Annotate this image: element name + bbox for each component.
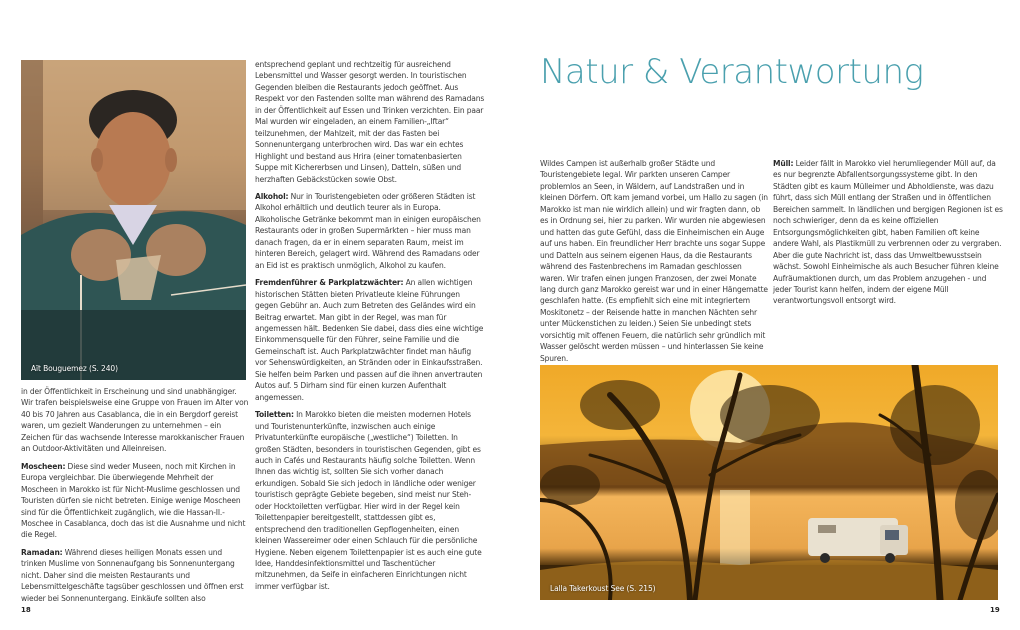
column-intro: entsprechend geplant und rechtzeitig für ausreichend Lebensmittel und Wasser gesorgt werden. In touristischen Gegenden bleiben die Restaurants jedoch geöffnet. Aus Respekt vor den Fastenden sollte man während des Ramadans in der Öffentlichkeit auf Essen und Trinken verzichten. Ein paar Mal wurden wir eingeladen, an einem Familien-„Iftar“ teilzunehmen, der Mahlzeit, mit der das Fasten bei Sonnenuntergang unterbrochen wird. Das war ein echtes Highlight und bestand aus Hrira (einer tomatenbasierten Suppe mit Kichererbsen und Linsen), Datteln, süßen und herzhaften Gebäckstücken sowie Obst. bbox=[255, 60, 485, 184]
right-column-2 bbox=[773, 158, 1005, 313]
section-heading: Moscheen: bbox=[21, 461, 66, 471]
portrait-illustration bbox=[21, 60, 246, 380]
column-intro: in der Öffentlichkeit in Erscheinung und sind unabhängiger. Wir trafen beispielsweise eine Gruppe von Frauen im Alter von 40 bis 70 Jahren aus Casablanca, die in ein Bergdorf gereist waren, um gezielt Wanderungen zu unternehmen – ein Zeichen für das wachsende Interesse marokkanischer Frauen an Outdoor-Aktivitäten und Alleinreisen. bbox=[21, 387, 249, 454]
landscape-photo bbox=[540, 365, 998, 600]
portrait-photo bbox=[21, 60, 246, 380]
camper-van bbox=[808, 518, 908, 563]
section-text: Leider fällt in Marokko viel herumliegender Müll auf, da es nur begrenzte Abfallentsorgungssysteme gibt. In den Städten gibt es kaum Mülleimer und Abholdienste, was dazu führt, dass sich Müll entlang der Straßen und in öffentlichen Bereichen sammelt. In ländlichen und bergigen Regionen ist es noch schwieriger, denn da es keine offiziellen Entsorgungsmöglichkeiten gibt, haben Familien oft keine andere Wahl, als Plastikmüll zu verbrennen oder zu vergraben. Aber die gute Nachricht ist, dass das Umweltbewusstsein wächst. Sowohl Einheimische als auch Besucher führen kleine Aufräumaktionen durch, um das Problem anzugehen - und jeder Tourist kann helfen, indem der eigene Müll verantwortungsvoll entsorgt wird. bbox=[773, 159, 1003, 306]
camping-text: Wildes Campen ist außerhalb großer Städte und Touristengebiete legal. Wir parkten unseren Camper problemlos an Seen, in Wäldern, auf Landstraßen und in kleinen Dörfern. Oft kam jemand vorbei, um Hallo zu sagen (in Marokko ist man nie wirklich allein) und wir fragten dann, ob es in Ordnung sei, hier zu parken. Wir wurden nie abgewiesen und hatten das gute Gefühl, dass die Einheimischen ein Auge auf uns haben. Ein freundlicher Herr brachte uns sogar Suppe und Datteln aus seinem eigenen Haus, da die Restaurants während des Fastenbrechens im Ramadan geschlossen waren. Wir trafen einen jungen Franzosen, der zwei Monate lang durch ganz Marokko gereist war und in einer Hängematte geschlafen hatte. (Es empfiehlt sich eine mit integriertem Moskitonetz – der Reisende hatte in manchen Nächten sehr unter Mückenstichen zu leiden.) Seien Sie unbedingt stets vorsichtig mit offenen Feuern, die natürlich sehr gründlich mit Wasser gelöscht werden müssen – und hinterlassen Sie keine Spuren. bbox=[540, 159, 768, 363]
page-number-right: 19 bbox=[990, 606, 1000, 614]
section-text: Während dieses heiligen Monats essen und trinken Muslime von Sonnenaufgang bis Sonnenuntergang nicht. Daher sind die meisten Restaurants und Lebensmittelgeschäfte tagsüber geschlossen und öffnen erst wieder bei Sonnenuntergang. Einkäufe sollten also bbox=[21, 547, 244, 603]
landscape-illustration bbox=[540, 365, 998, 600]
section-heading: Fremdenführer & Parkplatzwächter: bbox=[255, 278, 404, 288]
page-title: Natur & Verantwortung bbox=[540, 52, 924, 92]
section-heading: Toiletten: bbox=[255, 410, 294, 420]
section-toiletten bbox=[255, 409, 485, 592]
landscape-caption: Lalla Takerkoust See (S. 215) bbox=[550, 584, 656, 593]
section-heading: Müll: bbox=[773, 159, 794, 168]
section-heading: Alkohol: bbox=[255, 191, 289, 201]
left-column-1 bbox=[21, 386, 249, 610]
section-text: In Marokko bieten die meisten modernen Hotels und Touristenunterkünfte, inzwischen auch einige Privatunterkünfte europäische („westliche“) Toiletten. In großen Städten, besonders in touristischen Gegenden, gibt es auch in Cafés und Restaurants häufig solche Toiletten. Wenn Ihnen das wichtig ist, sollten Sie sich vorher danach erkundigen. Sobald Sie sich jedoch in ländliche oder weniger touristisch geprägte Gebiete begeben, sind meist nur Steh- oder Hocktoiletten verfügbar. Hier wird in der Regel kein Toilettenpapier bereitgestellt, stattdessen gibt es, entsprechend den traditionellen Gepflogenheiten, einen kleinen Wassereimer oder einen Schlauch für die persönliche Hygiene. Neben eigenem Toilettenpapier ist es auch eine gute Idee, Handdesinfektionsmittel und Taschentücher mitzunehmen, da Seife in einfacheren Einrichtungen nicht immer verfügbar ist. bbox=[255, 410, 482, 591]
left-column-2 bbox=[255, 59, 485, 598]
section-heading: Ramadan: bbox=[21, 547, 63, 557]
section-text: Diese sind weder Museen, noch mit Kirchen in Europa vergleichbar. Die überwiegende Mehrheit der Moscheen in Marokko ist für Nicht-Muslime geschlossen und Touristen dürfen sie nicht betreten. Einige wenige Moscheen sind für die Öffentlichkeit zugänglich, wie die Hassan-II.-Moschee in Casablanca, doch das ist die Ausnahme und nicht die Regel. bbox=[21, 461, 246, 540]
portrait-caption: Aït Bouguemez (S. 240) bbox=[31, 364, 118, 373]
section-ramadan bbox=[21, 547, 249, 604]
page-number-left: 18 bbox=[21, 606, 31, 614]
section-text: Nur in Touristengebieten oder größeren Städten ist Alkohol erhältlich und deutlich teurer als in Europa. Alkoholische Getränke bekommt man in einigen europäischen Restaurants oder in großen Supermärkten – hier muss man danach fragen, da er in einem separaten Raum, meist im hinteren Bereich, gelagert wird. Während des Ramadans oder an Eid ist es praktisch unmöglich, Alkohol zu kaufen. bbox=[255, 191, 481, 270]
section-muell bbox=[773, 158, 1005, 307]
section-text: An allen wichtigen historischen Stätten bieten Privatleute kleine Führungen gegen Gebühr an. Auch zum Betreten des Geländes wird ein Beitrag erwartet. Man gibt in der Regel, was man für angemessen hält. Bedenken Sie dabei, dass dies eine wichtige Einkommensquelle für den Führer, seine Familie und die Gemeinschaft ist. Auch Parkplatzwächter findet man häufig vor Sehenswürdigkeiten, an Stränden oder in Einkaufsstraßen. Sie helfen beim Parken und passen auf die ihnen anvertrauten Autos auf. 5 Dirham sind für einen kurzen Aufenthalt angemessen. bbox=[255, 278, 484, 402]
section-alkohol bbox=[255, 191, 485, 271]
section-moscheen bbox=[21, 461, 249, 541]
right-column-1 bbox=[540, 158, 768, 370]
section-fremdenfuehrer bbox=[255, 277, 485, 403]
